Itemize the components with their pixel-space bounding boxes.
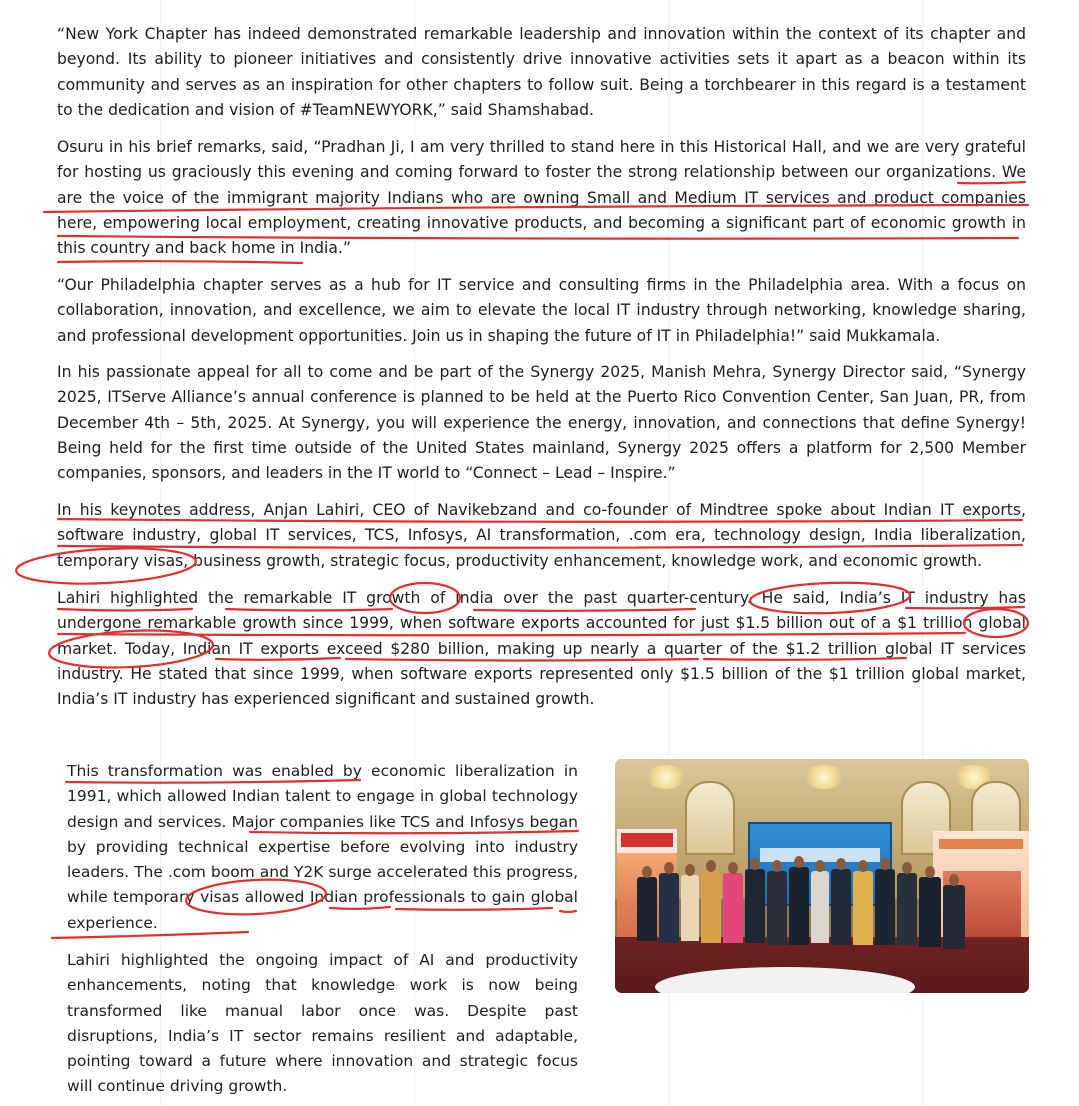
- photo-person: [789, 867, 809, 945]
- article-paragraph-6: Lahiri highlighted the remarkable IT growth of India over the past quarter-century. He said, India’s IT industry has undergone remarkable growth since 1999, when software exports accounted for just $1.5 billion out of a $1 trillion global market. Today, Indian IT exports exceed $280 billion, making up nearly a quarter of the $1.2 trillion global IT services industry. He stated that since 1999, when software exports represented only $1.5 billion of the $1 trillion global market, India’s IT industry has experienced significant and sustained growth.: [57, 589, 1026, 709]
- article-paragraph-5: In his keynotes address, Anjan Lahiri, CEO of Navikebzand and co-founder of Mindtree spoke about Indian IT exports, software industry, global IT services, TCS, Infosys, AI transformation, .com era, technology design, India liberalization, temporary visas, business growth, strategic focus, productivity enhancement, knowledge work, and economic growth.: [57, 501, 1026, 570]
- photo-person: [659, 873, 679, 943]
- photo-person: [853, 871, 873, 945]
- photo-person: [701, 871, 721, 943]
- article-paragraph-1: “New York Chapter has indeed demonstrated remarkable leadership and innovation within the context of its chapter and beyond. Its ability to pioneer initiatives and consistently drive innovative activities sets it apart as a beacon within its community and serves as an inspiration for other chapters to follow suit. Being a torchbearer in this regard is a testament to the dedication and vision of #TeamNEWYORK,” said Shamshabad.: [57, 25, 1026, 119]
- article-paragraph-2: Osuru in his brief remarks, said, “Pradhan Ji, I am very thrilled to stand here in this Historical Hall, and we are very grateful for hosting us graciously this evening and coming forward to foster the strong relationship between our organizations. We are the voice of the immigrant majority Indians who are owning Small and Medium IT services and product companies here, empowering local employment, creating innovative products, and becoming a significant part of economic growth in this country and back home in India.”: [57, 138, 1026, 258]
- photo-person: [943, 885, 965, 949]
- photo-person: [723, 873, 743, 943]
- photo-person: [745, 869, 765, 943]
- photo-banner-title-strip: [621, 833, 673, 847]
- photo-person: [831, 869, 851, 945]
- article-paragraph-7: This transformation was enabled by economic liberalization in 1991, which allowed Indian talent to engage in global technology design and services. Major companies like TCS and Infosys began by providing technical expertise before evolving into industry leaders. The .com boom and Y2K surge accelerated this progress, while temporary visas allowed Indian professionals to gain global experience.: [67, 762, 578, 932]
- photo-person: [637, 877, 657, 941]
- photo-chandelier: [803, 765, 845, 789]
- photo-arch-window: [685, 781, 735, 855]
- photo-person: [767, 871, 787, 945]
- event-group-photo: [615, 759, 1029, 993]
- photo-person: [681, 875, 699, 941]
- article-paragraph-8: Lahiri highlighted the ongoing impact of AI and productivity enhancements, noting that knowledge work is now being transformed like manual labor once was. Despite past disruptions, India’s IT sector remains resilient and adaptable, pointing toward a future where innovation and strategic focus will continue driving growth.: [67, 951, 578, 1096]
- photo-banner-title-strip: [939, 839, 1023, 849]
- article-paragraph-4: In his passionate appeal for all to come and be part of the Synergy 2025, Manish Mehra, Synergy Director said, “Synergy 2025, ITServe Alliance’s annual conference is planned to be held at the Puerto Rico Convention Center, San Juan, PR, from December 4th – 5th, 2025. At Synergy, you will experience the energy, innovation, and connections that define Synergy! Being held for the first time outside of the United States mainland, Synergy 2025 offers a platform for 2,500 Member companies, sponsors, and leaders in the IT world to “Connect – Lead – Inspire.”: [57, 363, 1026, 483]
- photo-person: [811, 871, 829, 943]
- photo-person: [919, 877, 941, 947]
- photo-chandelier: [645, 765, 687, 789]
- photo-person: [875, 869, 895, 945]
- article-paragraph-3: “Our Philadelphia chapter serves as a hub for IT service and consulting firms in the Philadelphia area. With a focus on collaboration, innovation, and excellence, we aim to elevate the local IT industry through networking, knowledge sharing, and professional development opportunities. Join us in shaping the future of IT in Philadelphia!” said Mukkamala.: [57, 276, 1026, 345]
- photo-person: [897, 873, 917, 945]
